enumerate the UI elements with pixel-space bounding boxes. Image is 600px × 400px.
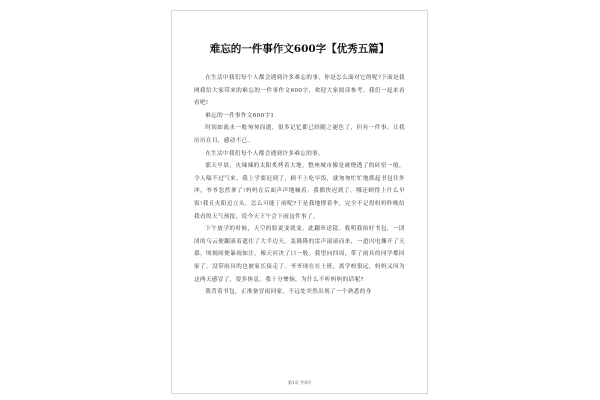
page-title: 难忘的一件事作文600字【优秀五篇】 xyxy=(209,43,390,55)
document-page xyxy=(171,10,428,394)
paragraph: 时间如流水一般匆匆而逝，很多记忆都已经随之褪色了，但有一件事，让我历历在目，感动不已。 xyxy=(194,125,405,144)
page-footer: 第1页 共8页 xyxy=(287,380,312,385)
paragraph: 在生活中我们每个人都会遇到许多难忘的事，你是怎么面对它的呢?下面是我网我给大家带来的难忘的一件事作文600字，欢迎大家阅读参考，我们一起来看看吧! xyxy=(194,75,405,107)
paragraph: 在生活中我们每个人都会遇到许多难忘的事， xyxy=(205,150,325,157)
paragraph: 难忘的一件事作文600字1 xyxy=(205,112,275,119)
paragraph: 我背着书包，正准备冒雨回家，不远处突然出现了一个熟悉的身 xyxy=(205,289,372,296)
paragraph: 下午放学的时候，天空的脸说变就变，此翻串送镜。我明我抬好书包，一团团的乌云便翻滚着遮住了大半边天。轰隆隆的雷声滚滚而来，一道闪电撕开了天幕，顷刻间便暴雨如注，像天河决了口一般。我望向四周，带了雨具的同学都回家了，没带雨具的也被家长接走了。爷爷现在在上班，离学校很远，妈妈又因为这两天感冒了，要多休息。我十分懊恼，为什么不听妈妈的话呢? xyxy=(194,226,405,283)
paragraph: 那天早晨，火辣辣的太阳炙烤着大地，整座城市像是被烧透了的砖窑一般，令人喘不过气来。我上学要迟到了，顾不上吃早饭，就匆匆忙忙地抓起书包往外冲，爷爷忽然拿了!妈妈在后面声声地喊着。我都快迟到了，哪还顾得上什么早饭!我且火阳迈立头。怎么可能丁雨呢?于是我地撑着伞，完全不记得妈妈昨晚给我看的天气预报，说今天下午会下雨这件事了。 xyxy=(194,163,405,220)
